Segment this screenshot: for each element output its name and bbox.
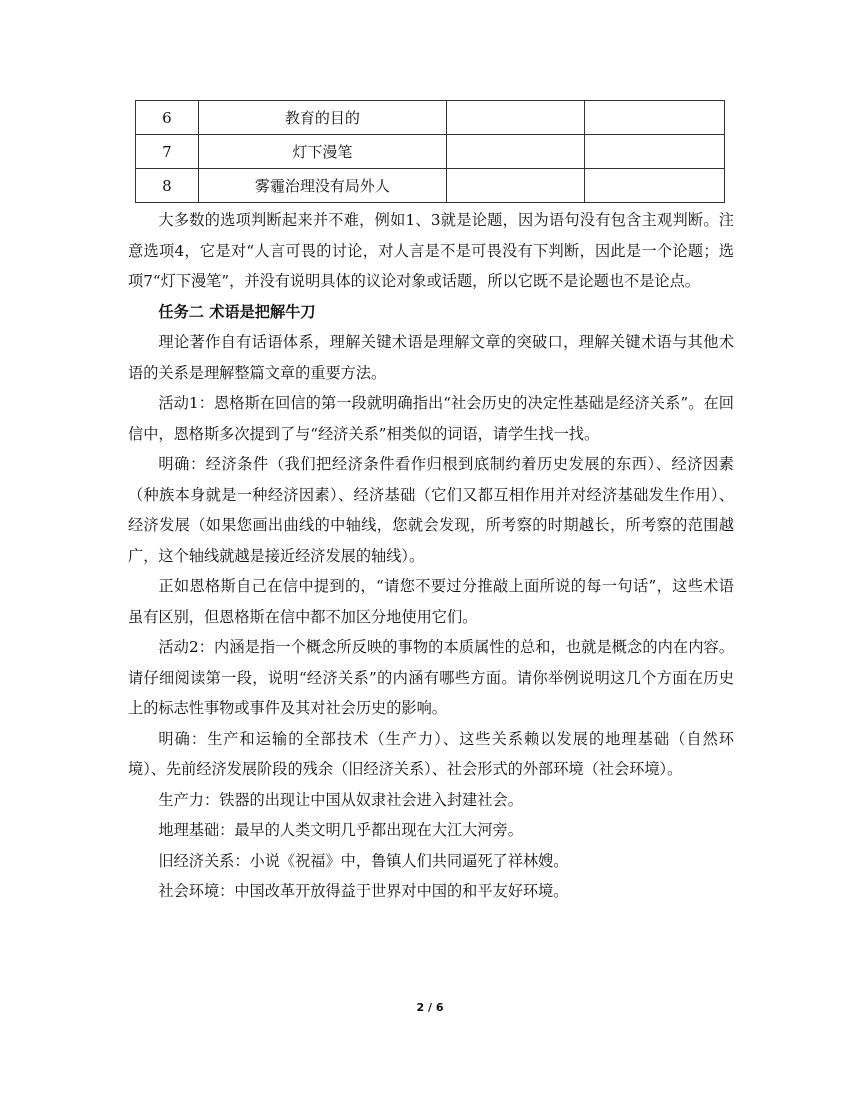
topic-table xyxy=(135,100,725,203)
paragraph-intro: 理论著作自有话语体系，理解关键术语是理解文章的突破口，理解关键术语与其他术语的关系是理解整篇文章的重要方法。 xyxy=(128,333,734,382)
example-geography: 地理基础：最早的人类文明几乎都出现在大江大河旁。 xyxy=(158,821,523,839)
row-title: 雾霾治理没有局外人 xyxy=(198,169,446,203)
example-social-environment: 社会环境：中国改革开放得益于世界对中国的和平友好环境。 xyxy=(158,882,569,900)
empty-cell xyxy=(585,101,725,135)
document-body xyxy=(128,205,734,907)
empty-cell xyxy=(585,135,725,169)
paragraph-answer-1: 明确：经济条件（我们把经济条件看作归根到底制约着历史发展的东西）、经济因素（种族本身就是一种经济因素）、经济基础（它们又都互相作用并对经济基础发生作用）、经济发展（如果您画出曲线的中轴线，您就会发现，所考察的时期越长，所考察的范围越广，这个轴线就越是接近经济发展的轴线）。 xyxy=(128,455,734,565)
empty-cell xyxy=(446,169,585,203)
example-old-relations: 旧经济关系：小说《祝福》中，鲁镇人们共同逼死了祥林嫂。 xyxy=(158,851,569,870)
row-number: 8 xyxy=(136,169,199,203)
page-number: 2 / 6 xyxy=(416,1001,444,1014)
row-number: 7 xyxy=(136,135,199,169)
row-number: 6 xyxy=(136,101,199,135)
row-title: 灯下漫笔 xyxy=(198,135,446,169)
empty-cell xyxy=(446,135,585,169)
paragraph-note: 正如恩格斯自己在信中提到的，“请您不要过分推敲上面所说的每一句话”，这些术语虽有区别，但恩格斯在信中都不加区分地使用它们。 xyxy=(128,577,734,626)
example-productivity: 生产力：铁器的出现让中国从奴隶社会进入封建社会。 xyxy=(158,790,523,809)
paragraph-activity-1: 活动1：恩格斯在回信的第一段就明确指出“社会历史的决定性基础是经济关系”。在回信中，恩格斯多次提到了与“经济关系”相类似的词语，请学生找一找。 xyxy=(128,394,734,443)
empty-cell xyxy=(585,169,725,203)
table-row xyxy=(136,169,725,203)
empty-cell xyxy=(446,101,585,135)
paragraph-analysis: 大多数的选项判断起来并不难，例如1、3就是论题，因为语句没有包含主观判断。注意选项4，它是对“人言可畏的讨论，对人言是不是可畏没有下判断，因此是一个论题；选项7“灯下漫笔”，并没有说明具体的议论对象或话题，所以它既不是论题也不是论点。 xyxy=(128,211,734,290)
table-row xyxy=(136,101,725,135)
section-heading: 任务二 术语是把解牛刀 xyxy=(158,302,316,321)
paragraph-answer-2: 明确：生产和运输的全部技术（生产力）、这些关系赖以发展的地理基础（自然环境）、先前经济发展阶段的残余（旧经济关系）、社会形式的外部环境（社会环境）。 xyxy=(128,729,734,778)
paragraph-activity-2: 活动2：内涵是指一个概念所反映的事物的本质属性的总和，也就是概念的内在内容。请仔细阅读第一段，说明“经济关系”的内涵有哪些方面。请你举例说明这几个方面在历史上的标志性事物或事件及其对社会历史的影响。 xyxy=(128,638,734,717)
table-row xyxy=(136,135,725,169)
row-title: 教育的目的 xyxy=(198,101,446,135)
